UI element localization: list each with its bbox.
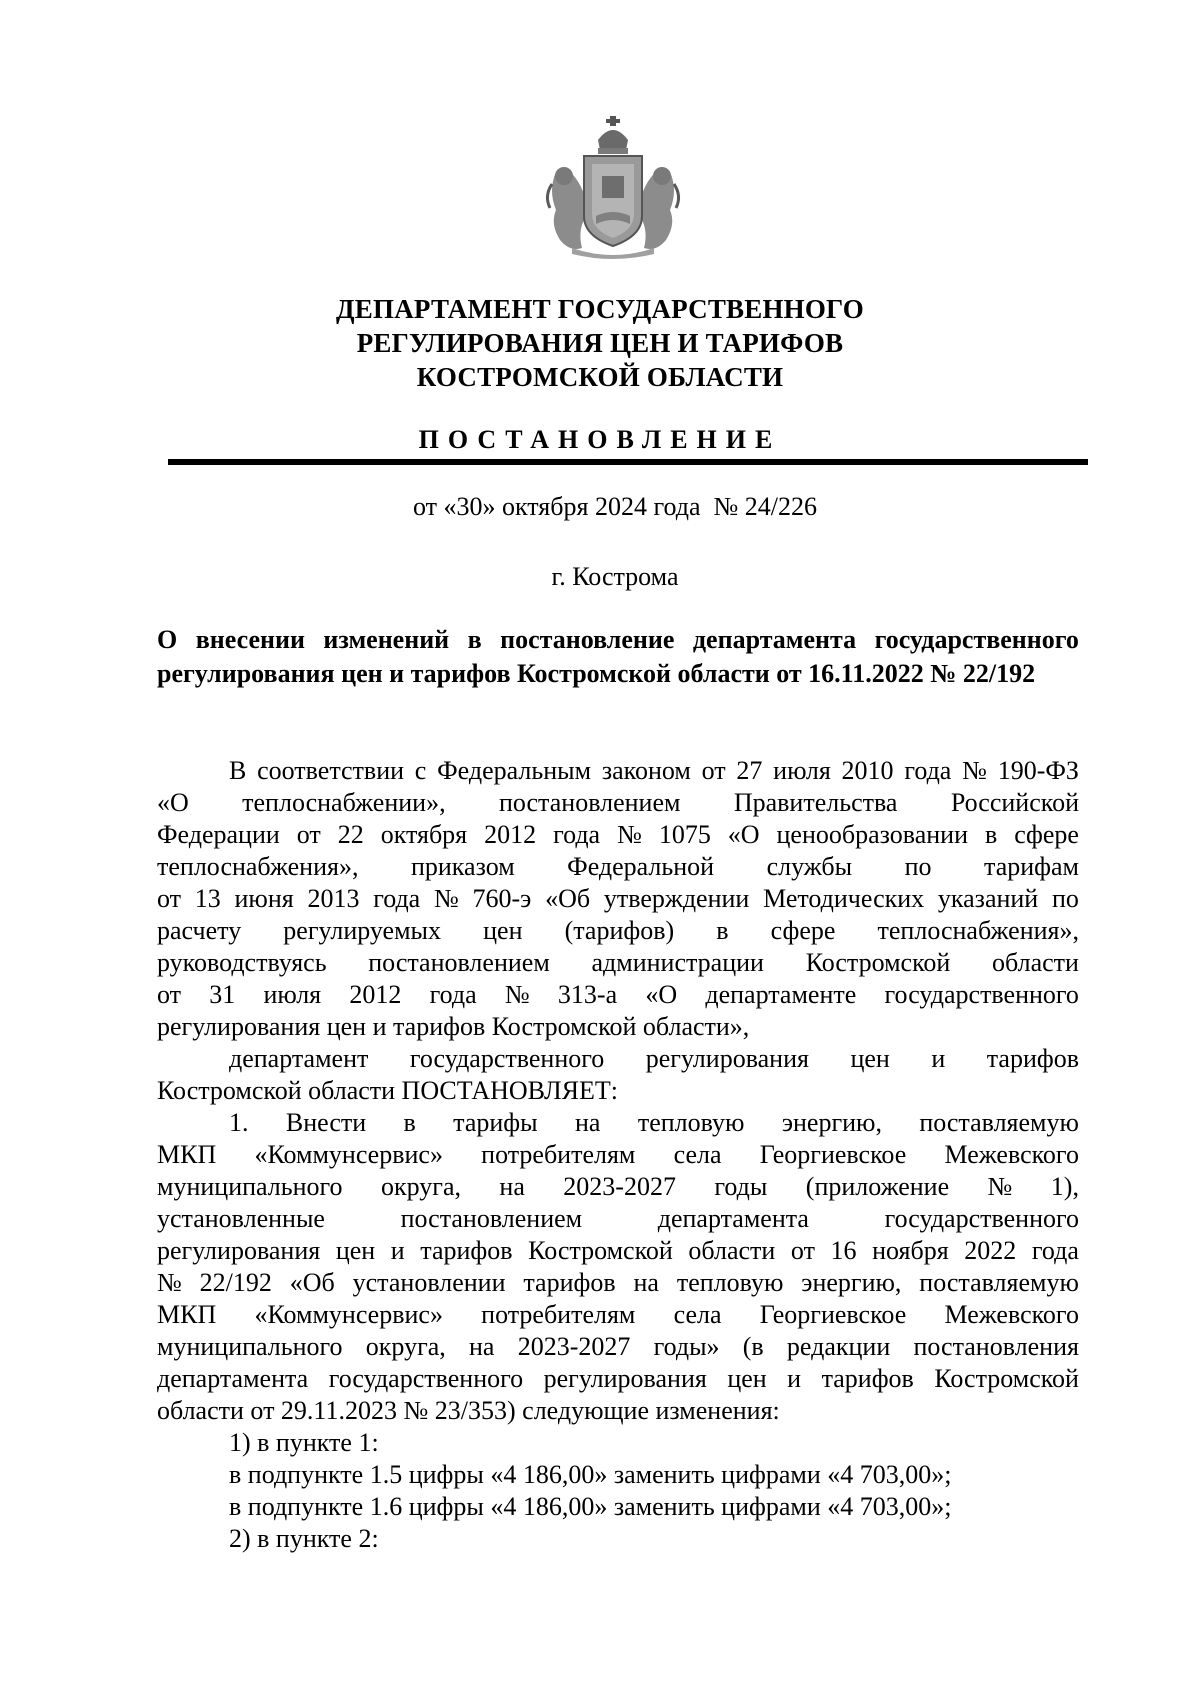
word: регулирования <box>645 1044 809 1073</box>
word: округа, <box>365 1332 446 1361</box>
word: № <box>962 756 987 785</box>
word: года <box>429 980 477 1009</box>
word: 31 <box>209 980 236 1009</box>
word: года <box>373 884 421 913</box>
org-line: ДЕПАРТАМЕНТ ГОСУДАРСТВЕННОГО <box>336 294 864 324</box>
word: (в <box>742 1332 764 1361</box>
word: утверждении <box>603 884 750 913</box>
word: установленные <box>157 1204 325 1233</box>
coat-of-arms-icon <box>538 112 688 262</box>
word: 1), <box>1050 1172 1079 1201</box>
word: 1. <box>229 1108 249 1137</box>
body-line: 2) в пункте 2: <box>229 1524 379 1553</box>
word: по <box>1051 884 1079 913</box>
body-line <box>157 979 1079 1011</box>
word: июня <box>234 884 294 913</box>
word: области <box>992 948 1079 977</box>
word: муниципального <box>157 1332 343 1361</box>
word: тарифы <box>453 1108 538 1137</box>
word: № <box>157 1268 182 1297</box>
word: от <box>296 820 321 849</box>
body-line: Костромской области ПОСТАНОВЛЯЕТ: <box>157 1076 618 1105</box>
org-line: РЕГУЛИРОВАНИЯ ЦЕН И ТАРИФОВ <box>356 328 844 358</box>
word: на <box>499 1172 525 1201</box>
word: указаний <box>937 884 1039 913</box>
word: департамента <box>657 1204 809 1233</box>
word: департамент <box>229 1044 369 1073</box>
word: «О <box>727 820 760 849</box>
word: сфере <box>770 916 836 945</box>
word: государственного <box>328 1364 524 1393</box>
body-line <box>157 1235 1079 1267</box>
word: регулирования <box>157 1236 321 1265</box>
word: тепловую <box>637 1108 745 1137</box>
word: изменений <box>323 625 450 654</box>
word: года <box>904 756 952 785</box>
word: 16 <box>830 1236 857 1265</box>
word: теплоснабжения», <box>157 852 359 881</box>
word: 27 <box>736 756 763 785</box>
word: № <box>504 980 530 1009</box>
word: 2022 <box>964 1236 1017 1265</box>
word: «Об <box>545 884 591 913</box>
word: 22 <box>337 820 364 849</box>
word: Методических <box>763 884 925 913</box>
body-line: 1) в пункте 1: <box>229 1428 379 1457</box>
body-line <box>157 1203 1079 1235</box>
document-date-number: от «30» октября 2024 года № 24/226 <box>412 492 818 521</box>
word: области <box>688 1236 776 1265</box>
body-line <box>157 851 1079 883</box>
word: Георгиевское <box>759 1300 907 1329</box>
word: департамента <box>157 1364 309 1393</box>
word: службы <box>766 852 853 881</box>
body-line <box>157 787 1079 819</box>
word: 22/192 <box>199 1268 272 1297</box>
word: редакции <box>786 1332 891 1361</box>
word: Федеральной <box>567 852 715 881</box>
word: руководствуясь <box>157 948 327 977</box>
word: годы <box>714 1172 768 1201</box>
word: тарифов <box>986 1044 1079 1073</box>
word: ноября <box>872 1236 949 1265</box>
word: «О <box>157 788 189 817</box>
body-line <box>157 819 1079 851</box>
word: «О <box>645 980 678 1009</box>
word: расчету <box>157 916 242 945</box>
word: в <box>467 625 482 654</box>
word: постановления <box>913 1332 1079 1361</box>
document-type-title: ПОСТАНОВЛЕНИЕ <box>418 425 782 454</box>
word: 2023-2027 <box>517 1332 631 1361</box>
word: департаменте <box>705 980 857 1009</box>
word: сфере <box>1014 820 1079 849</box>
word: 13 <box>194 884 221 913</box>
word: Костромской <box>528 1236 673 1265</box>
word: 2012 <box>484 820 537 849</box>
word: года <box>553 820 601 849</box>
word: № <box>617 820 642 849</box>
word: МКП <box>157 1140 217 1169</box>
body-line <box>157 1107 1079 1139</box>
word: тарифам <box>984 852 1079 881</box>
word: установлении <box>352 1268 506 1297</box>
word: регулирования <box>543 1364 707 1393</box>
word: от <box>157 980 182 1009</box>
word: июля <box>773 756 831 785</box>
word: на <box>469 1332 495 1361</box>
word: внесении <box>195 625 305 654</box>
word: постановлением <box>368 948 550 977</box>
word: «Коммунсервис» <box>254 1300 443 1329</box>
word: государственного <box>884 980 1079 1009</box>
word: и <box>931 1044 946 1073</box>
body-line: в подпункте 1.6 цифры «4 186,00» заменить цифрами «4 703,00»; <box>229 1492 952 1521</box>
word: 1075 <box>658 820 711 849</box>
body-line <box>157 1331 1079 1363</box>
word: В <box>229 756 247 785</box>
word: октября <box>380 820 468 849</box>
word: Межевского <box>944 1300 1079 1329</box>
body-line <box>157 1267 1079 1299</box>
word: и <box>787 1364 802 1393</box>
word: 190-ФЗ <box>997 756 1079 785</box>
word: «Коммунсервис» <box>254 1140 443 1169</box>
word: Георгиевское <box>759 1140 907 1169</box>
word: от <box>701 756 726 785</box>
body-line <box>157 883 1079 915</box>
word: Костромской <box>805 948 951 977</box>
subject-line: регулирования цен и тарифов Костромской области от 16.11.2022 № 22/192 <box>157 659 1036 688</box>
word: Костромской <box>934 1364 1079 1393</box>
body-line: в подпункте 1.5 цифры «4 186,00» заменить цифрами «4 703,00»; <box>229 1460 952 1489</box>
org-line: КОСТРОМСКОЙ ОБЛАСТИ <box>416 362 784 392</box>
word: цен <box>483 916 523 945</box>
word: цен <box>727 1364 767 1393</box>
body-line <box>157 1139 1079 1171</box>
document-subject <box>157 623 1079 691</box>
word: Внести <box>285 1108 367 1137</box>
word: О <box>157 625 178 654</box>
word: 313-а <box>557 980 618 1009</box>
word: годы» <box>653 1332 720 1361</box>
word: (приложение <box>805 1172 950 1201</box>
word: года <box>1031 1236 1079 1265</box>
word: 2023-2027 <box>563 1172 676 1201</box>
word: теплоснабжении», <box>242 788 446 817</box>
body-line <box>157 947 1079 979</box>
word: тарифов <box>821 1364 914 1393</box>
word: Федерации <box>157 820 280 849</box>
word: села <box>673 1300 722 1329</box>
organization-name <box>0 292 1200 394</box>
word: поставляемую <box>919 1268 1079 1297</box>
word: «Об <box>289 1268 335 1297</box>
word: и <box>390 1236 405 1265</box>
word: постановлением <box>498 788 681 817</box>
word: от <box>790 1236 815 1265</box>
word: постановлением <box>400 1204 583 1233</box>
document-body <box>157 755 1079 1555</box>
word: 2010 <box>841 756 894 785</box>
word: департамента <box>692 625 857 654</box>
word: в <box>403 1108 416 1137</box>
word: МКП <box>157 1300 217 1329</box>
word: цен <box>850 1044 890 1073</box>
word: в <box>716 916 729 945</box>
word: соответствии <box>257 756 405 785</box>
body-line: регулирования цен и тарифов Костромской области», <box>157 1012 750 1041</box>
word: июля <box>263 980 322 1009</box>
word: потребителям <box>481 1140 636 1169</box>
word: с <box>414 756 427 785</box>
word: Российской <box>950 788 1079 817</box>
body-line <box>157 755 1079 787</box>
word: № <box>433 884 459 913</box>
body-line <box>157 1043 1079 1075</box>
word: на <box>633 1268 659 1297</box>
body-line <box>157 915 1079 947</box>
word: потребителям <box>481 1300 636 1329</box>
body-line <box>157 1299 1079 1331</box>
word: энергию, <box>781 1108 882 1137</box>
word: постановление <box>500 625 675 654</box>
word: тепловую <box>676 1268 784 1297</box>
word: поставляемую <box>919 1108 1079 1137</box>
word: приказом <box>410 852 515 881</box>
word: 2013 <box>307 884 360 913</box>
word: государственного <box>874 625 1079 654</box>
word: государственного <box>884 1204 1079 1233</box>
word: на <box>575 1108 601 1137</box>
word: по <box>904 852 932 881</box>
word: администрации <box>591 948 764 977</box>
word: ценообразовании <box>776 820 968 849</box>
document-city: г. Кострома <box>551 562 679 591</box>
word: в <box>984 820 998 849</box>
body-line <box>157 1363 1079 1395</box>
word: регулируемых <box>283 916 442 945</box>
word: энергию, <box>801 1268 902 1297</box>
word: 760-э <box>472 884 532 913</box>
word: села <box>673 1140 722 1169</box>
word: тарифов <box>523 1268 616 1297</box>
subject-line <box>157 623 1079 657</box>
word: Правительства <box>733 788 898 817</box>
word: тарифов <box>420 1236 513 1265</box>
word: муниципального <box>157 1172 343 1201</box>
word: государственного <box>409 1044 605 1073</box>
word: округа, <box>380 1172 461 1201</box>
word: от <box>157 884 182 913</box>
header-divider <box>168 459 1088 465</box>
word: Федеральным <box>437 756 592 785</box>
word: законом <box>601 756 691 785</box>
word: (тарифов) <box>564 916 675 945</box>
word: теплоснабжения», <box>877 916 1079 945</box>
word: цен <box>335 1236 376 1265</box>
body-line: области от 29.11.2023 № 23/353) следующие изменения: <box>157 1396 780 1425</box>
word: Межевского <box>944 1140 1079 1169</box>
word: 2012 <box>349 980 402 1009</box>
word: № <box>987 1172 1013 1201</box>
body-line <box>157 1171 1079 1203</box>
